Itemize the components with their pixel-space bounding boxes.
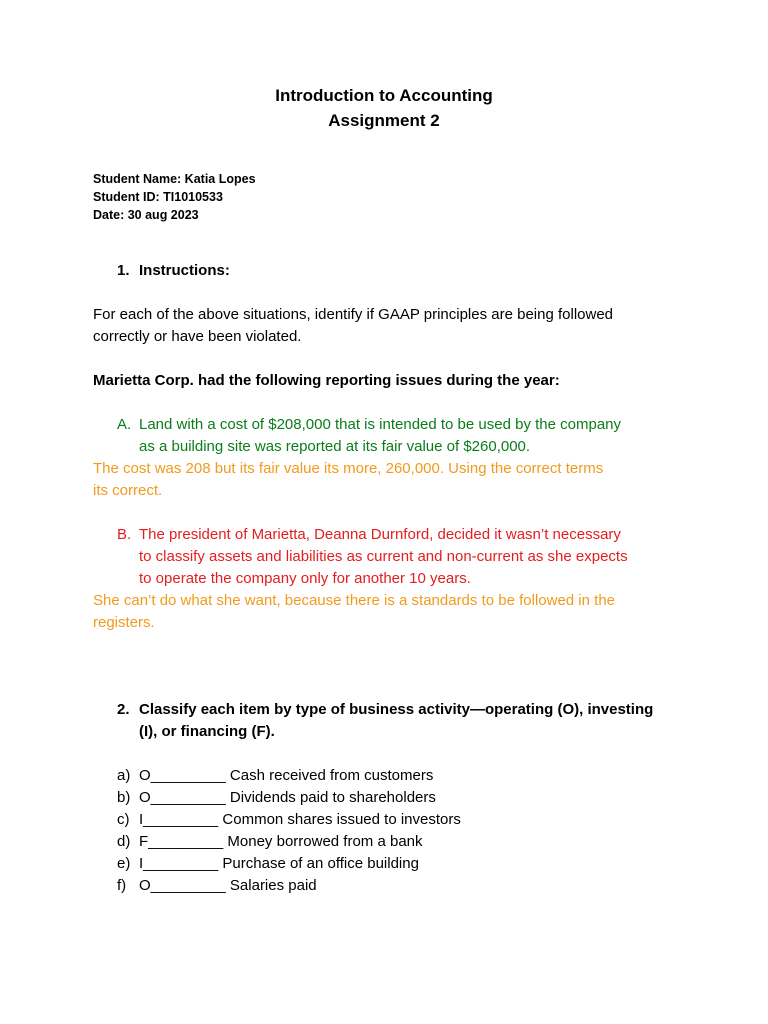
item-a-line-2: as a building site was reported at its fair value of $260,000.: [139, 438, 531, 455]
item-b-line-2: to classify assets and liabilities as current and non-current as she expects: [139, 548, 628, 565]
document-title: Introduction to Accounting: [275, 86, 493, 105]
section1-heading: Instructions:: [139, 262, 230, 279]
section1-number: 1.: [117, 262, 130, 279]
list-item-label: d): [117, 833, 131, 850]
section2-number: 2.: [117, 701, 130, 718]
list-item-text: O_________ Salaries paid: [139, 877, 317, 894]
list-item: [117, 875, 317, 897]
item-a-answer-line-2: its correct.: [93, 482, 163, 499]
list-item: [117, 765, 433, 787]
list-item: [117, 787, 436, 809]
list-item: [117, 853, 419, 875]
list-item-text: F_________ Money borrowed from a bank: [139, 833, 423, 850]
list-item-text: I_________ Common shares issued to investors: [139, 811, 461, 828]
item-a-answer-line-1: The cost was 208 but its fair value its more, 260,000. Using the correct terms: [93, 460, 604, 477]
list-item-label: b): [117, 789, 131, 806]
list-item-text: O_________ Cash received from customers: [139, 767, 434, 784]
item-a-marker: A.: [117, 416, 132, 433]
student-name: Student Name: Katia Lopes: [93, 172, 256, 186]
item-b-marker: B.: [117, 526, 132, 543]
item-a-line-1: Land with a cost of $208,000 that is intended to be used by the company: [139, 416, 621, 433]
item-b-answer-line-1: She can’t do what she want, because there is a standards to be followed in the: [93, 592, 615, 609]
section2-heading-line-2: (I), or financing (F).: [139, 723, 275, 740]
marietta-subheading: Marietta Corp. had the following reporting issues during the year:: [93, 372, 560, 389]
item-b-line-3: to operate the company only for another 10 years.: [139, 570, 471, 587]
submission-date: Date: 30 aug 2023: [93, 208, 199, 222]
list-item-label: a): [117, 767, 131, 784]
instructions-line-1: For each of the above situations, identify if GAAP principles are being followed: [93, 306, 614, 323]
list-item-text: O_________ Dividends paid to shareholders: [139, 789, 436, 806]
list-item-label: e): [117, 855, 131, 872]
list-item: [117, 809, 461, 831]
list-item-text: I_________ Purchase of an office building: [139, 855, 419, 872]
document-subtitle: Assignment 2: [328, 111, 440, 130]
list-item-label: f): [117, 877, 127, 894]
instructions-line-2: correctly or have been violated.: [93, 328, 302, 345]
section2-heading-line-1: Classify each item by type of business activity—operating (O), investing: [139, 701, 654, 718]
list-item: [117, 831, 423, 853]
item-b-line-1: The president of Marietta, Deanna Durnford, decided it wasn’t necessary: [139, 526, 621, 543]
student-id: Student ID: TI1010533: [93, 190, 223, 204]
list-item-label: c): [117, 811, 130, 828]
item-b-answer-line-2: registers.: [93, 614, 155, 631]
